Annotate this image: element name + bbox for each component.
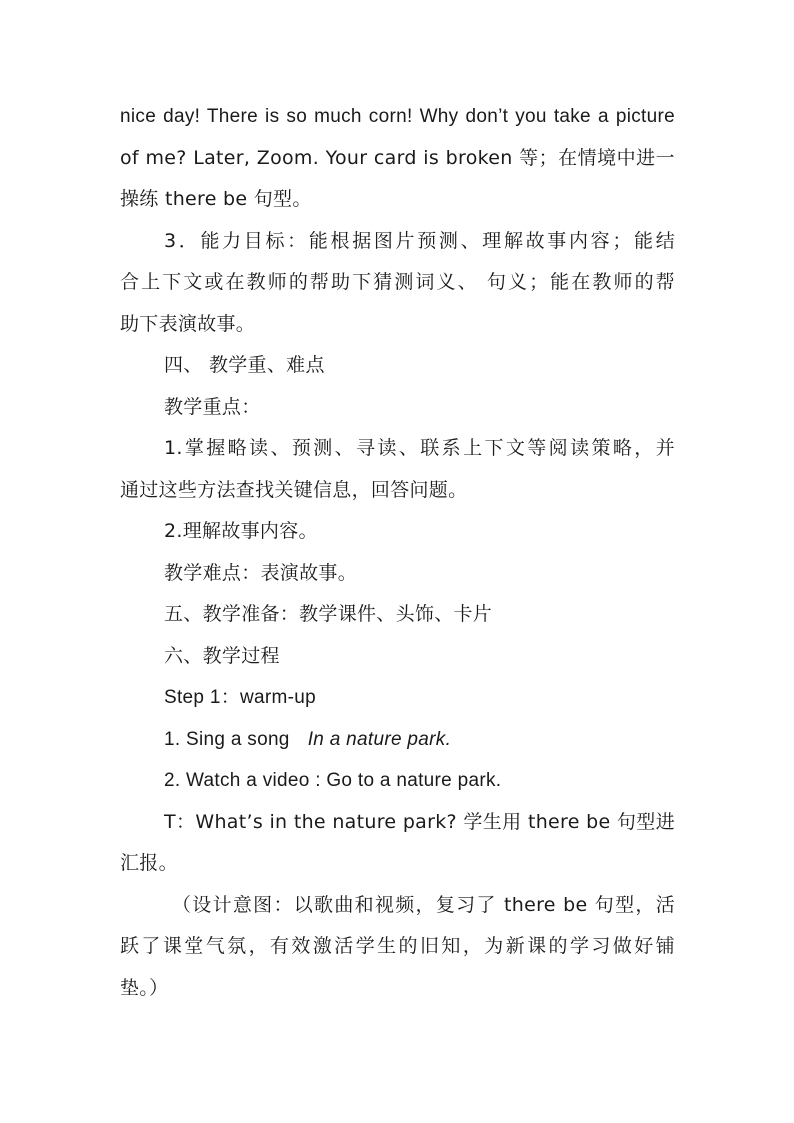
paragraph-line: 汇报。	[120, 852, 178, 874]
list-item: 2. Watch a video : Go to a nature park.	[164, 770, 502, 791]
list-item-text: 1. Sing a song	[164, 728, 290, 750]
paragraph-line: 操练 there be 句型。	[120, 188, 312, 210]
paragraph-line: 1.掌握略读、预测、寻读、联系上下文等阅读策略，并	[164, 437, 675, 459]
paragraph-line: 合上下文或在教师的帮助下猜测词义、 句义；能在教师的帮	[120, 271, 675, 293]
section-heading: 六、教学过程	[164, 644, 280, 667]
subheading: 教学重点：	[164, 395, 261, 418]
paragraph-line: 助下表演故事。	[120, 312, 256, 335]
song-title: In a nature park.	[307, 728, 452, 750]
section-heading: 五、教学准备：教学课件、头饰、卡片	[164, 603, 493, 625]
paragraph-line: 2.理解故事内容。	[164, 520, 318, 542]
paragraph-line: 垫。）	[120, 976, 169, 999]
step-heading: Step 1：warm-up	[164, 687, 317, 708]
document-body	[120, 96, 675, 1009]
paragraph-line: 跃了课堂气氛，有效激活学生的旧知，为新课的学习做好铺	[120, 935, 675, 957]
list-item	[120, 719, 675, 761]
paragraph-line: （设计意图：以歌曲和视频，复习了 there be 句型，活	[172, 893, 675, 916]
paragraph-line: 通过这些方法查找关键信息，回答问题。	[120, 478, 468, 501]
paragraph-line: of me? Later, Zoom. Your card is broken 等；在情境中进一	[120, 146, 675, 169]
paragraph-line: 教学难点：表演故事。	[164, 561, 358, 584]
paragraph-line: nice day! There is so much corn! Why don’t you take a picture	[120, 106, 675, 127]
paragraph-line: T：What’s in the nature park? 学生用 there be 句型进	[164, 810, 675, 833]
section-heading: 四、 教学重、难点	[164, 354, 325, 376]
paragraph-line: 3．能力目标：能根据图片预测、理解故事内容；能结	[164, 229, 675, 252]
